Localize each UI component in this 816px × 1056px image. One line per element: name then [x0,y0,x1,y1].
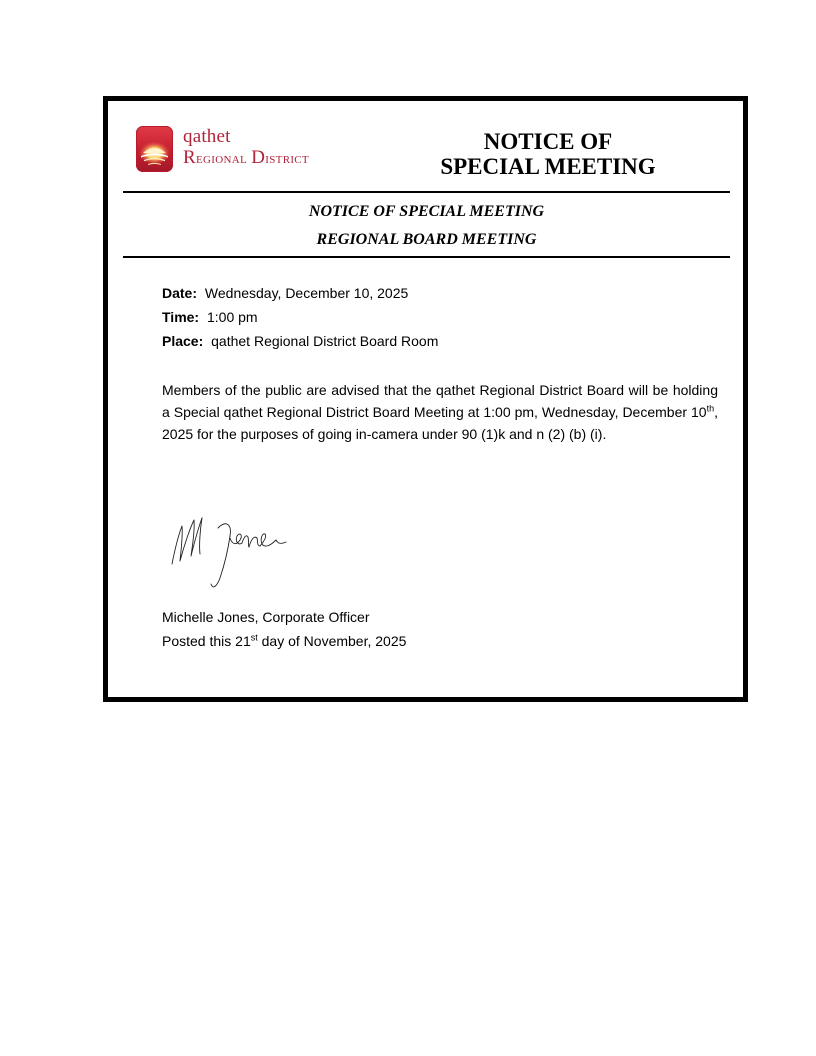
date-row [162,281,408,305]
subtitle-line-1: NOTICE OF SPECIAL MEETING [308,203,545,220]
page-title [408,129,688,179]
time-value: 1:00 pm [206,309,258,325]
place-row [162,329,438,353]
logo-subtitle: Regional District [183,147,309,168]
time-label: Time: [162,309,200,325]
posted-date: Posted this 21st day of November, 2025 [162,632,407,649]
subtitle-line-2: REGIONAL BOARD MEETING [316,231,537,248]
page-title-line-1: NOTICE OF [483,129,613,154]
top-divider [123,191,730,193]
logo-name: qathet [183,126,231,147]
page-title-line-2: SPECIAL MEETING [440,154,656,179]
notice-box [103,96,748,702]
place-value: qathet Regional District Board Room [211,333,439,349]
notice-paragraph: Members of the public are advised that the qathet Regional District Board will be holding a Special qathet Regional District Board Meeting at 1:00 pm, Wednesday, December 10th, 2025 for the purposes of going in-camera under 90 (1)k and n (2) (b) (i). [162,382,718,442]
date-value: Wednesday, December 10, 2025 [204,285,409,301]
bottom-divider [123,256,730,258]
place-label: Place: [162,333,204,349]
sunset-logo-icon [136,126,173,172]
qathet-logo [136,126,376,176]
time-row [162,305,258,329]
signature-image [166,506,316,601]
date-label: Date: [162,285,198,301]
signer-name: Michelle Jones, Corporate Officer [162,609,370,625]
